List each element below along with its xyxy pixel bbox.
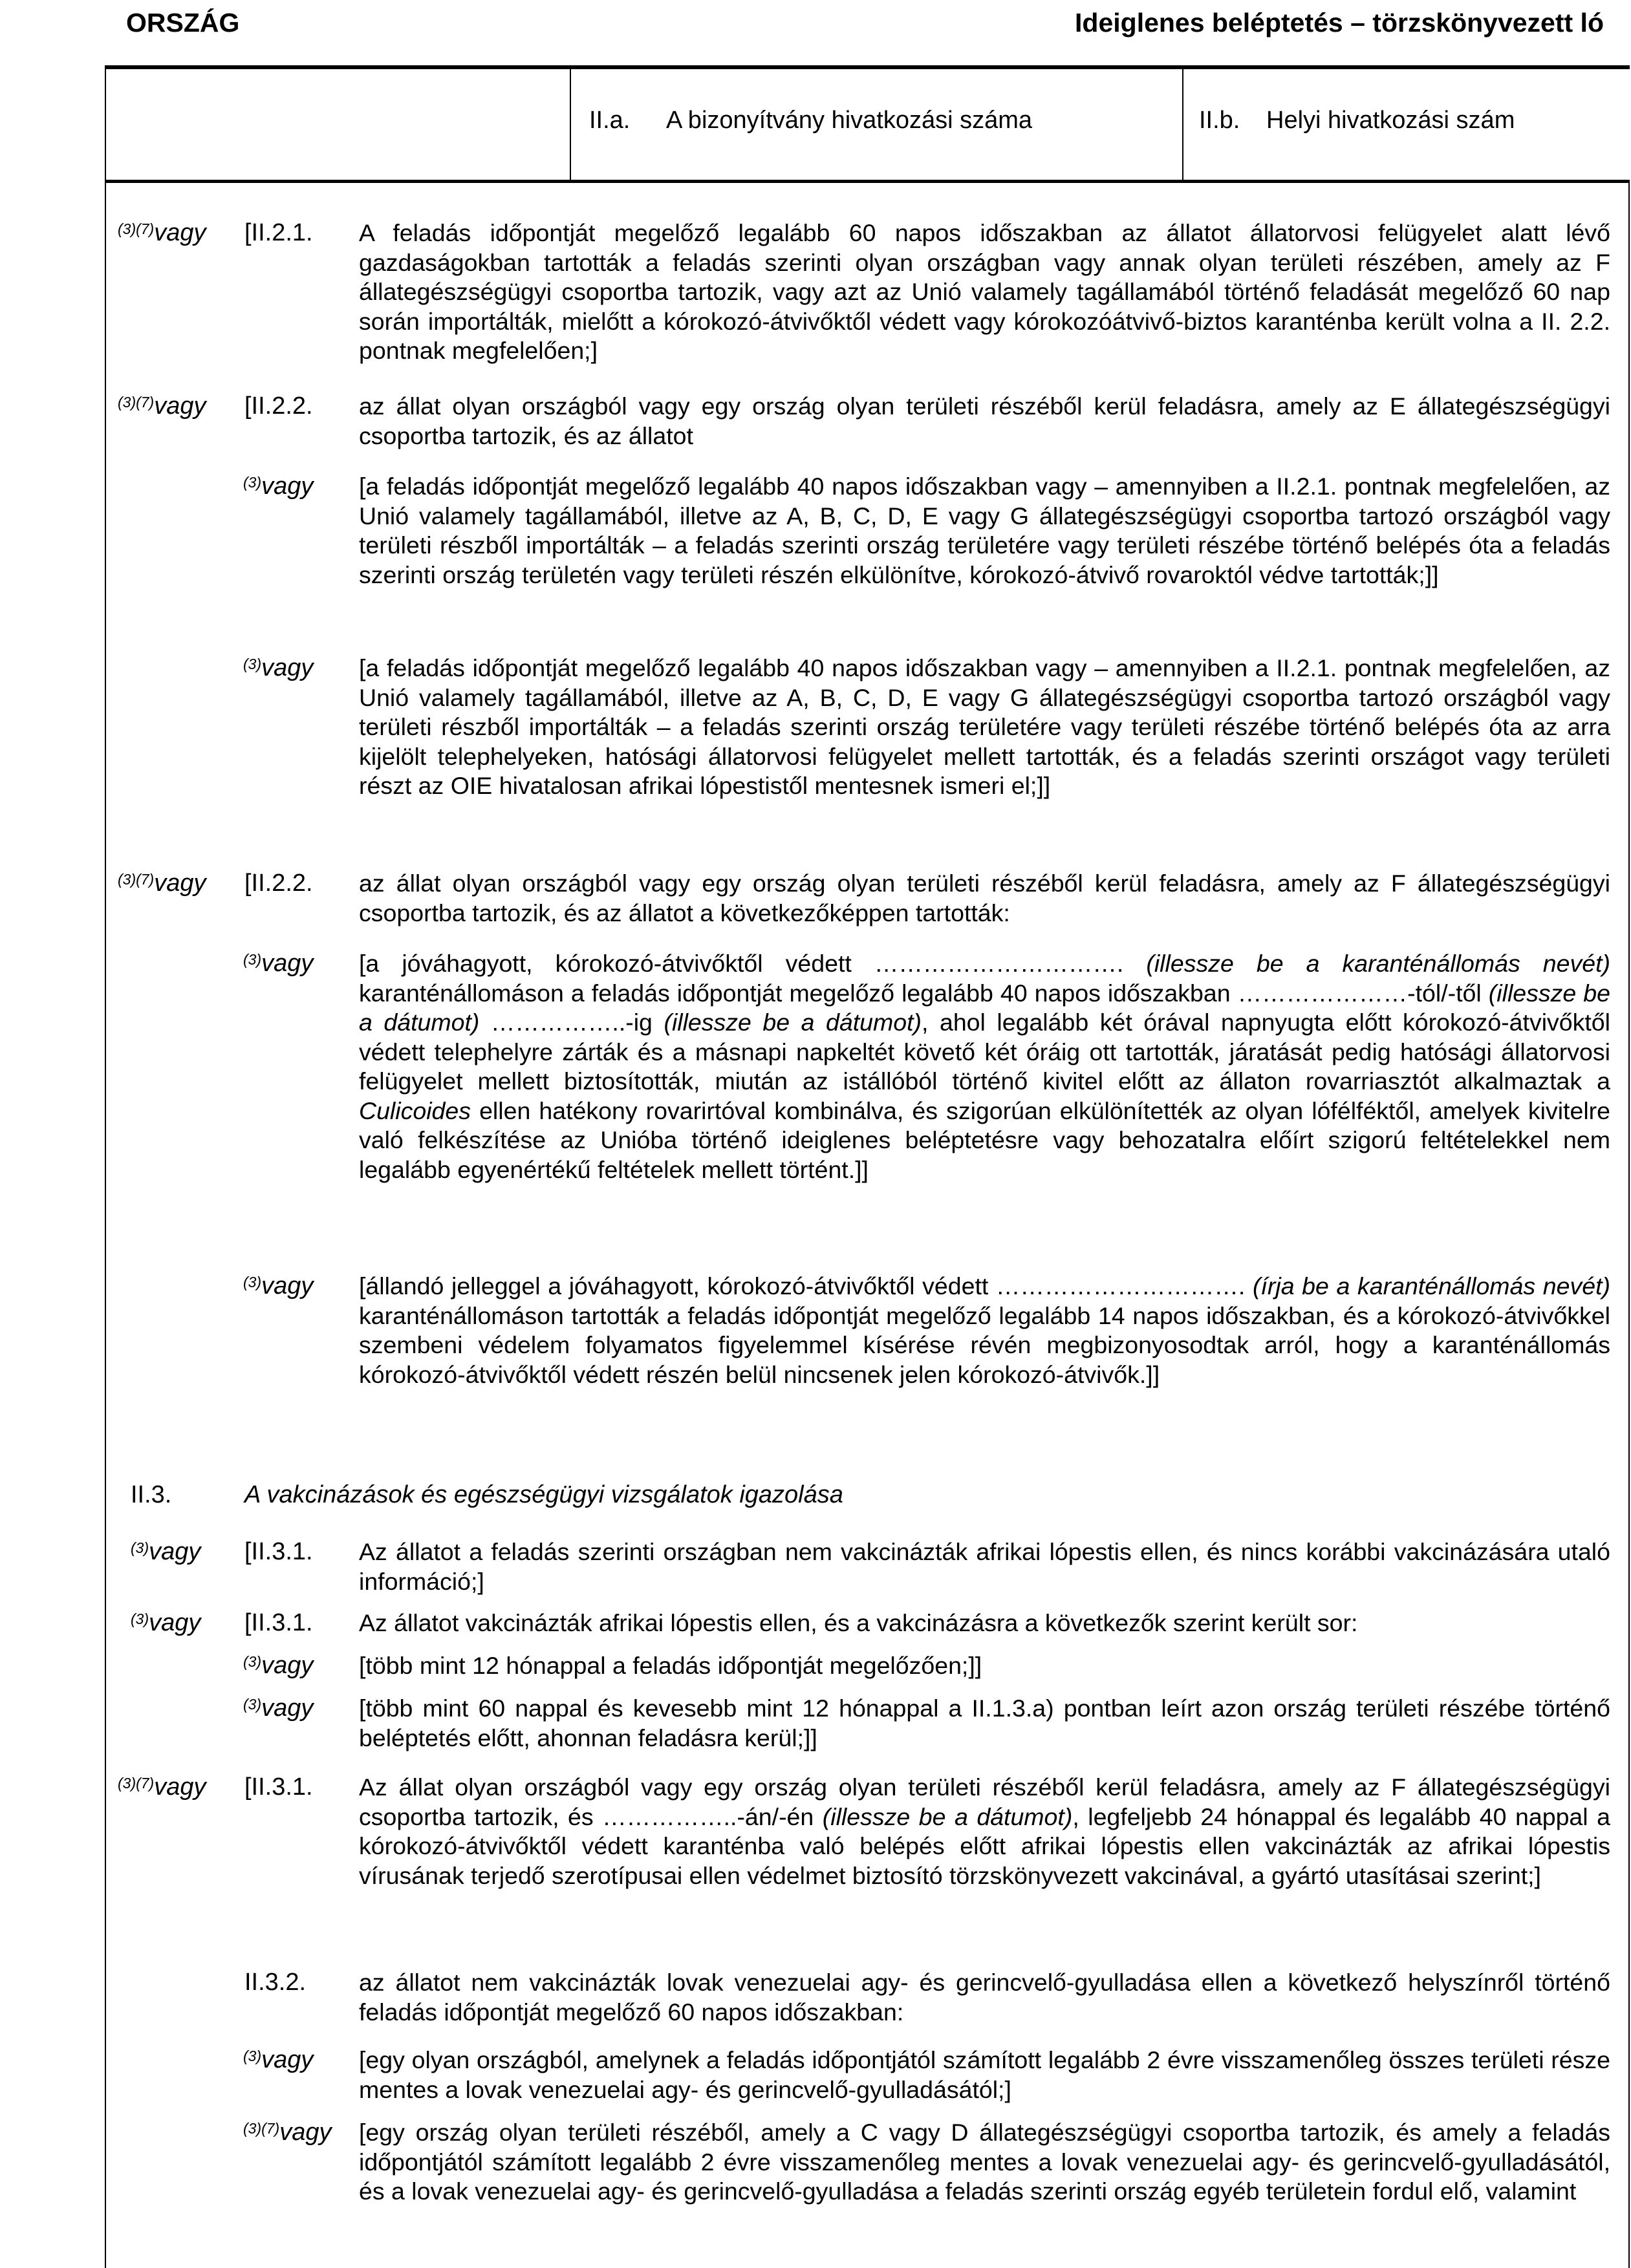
- alternative-marker: [243, 472, 313, 501]
- vagy-label: vagy: [261, 654, 314, 681]
- footnote-ref: (3): [243, 951, 262, 968]
- alternative-marker: [243, 2046, 313, 2075]
- alternative-marker: [243, 1651, 313, 1680]
- country-heading: ORSZÁG: [126, 8, 240, 37]
- footnote-ref: (3): [243, 1653, 262, 1670]
- clause-text: az állat olyan országból vagy egy ország olyan területi részéből kerül feladásra, amely az F állategészségügyi csoportba tartozik, és az állatot a következőképpen tartották:: [359, 870, 1610, 926]
- clause-text: [több mint 12 hónappal a feladás időpontját megelőzően;]]: [359, 1652, 982, 1679]
- footnote-ref: (3): [243, 2048, 262, 2064]
- clause-text: A feladás időpontját megelőző legalább 60 napos időszakban az állatot állatorvosi felügyelet alatt lévő gazdaságokban tartották a feladás szerinti olyan országban vagy annak olyan területi részében, amely az F állategészségügyi csoportba tartozik, vagy azt az Unió valamely tagállamából történő feladását megelőző 60 nap során importálták, mielőtt a kórokozó-átvivőktől védett vagy kórokozóátvivő-biztos karanténba került volna a II. 2.2. pontnak megfelelően;]: [359, 219, 1610, 364]
- alternative-marker: [118, 869, 206, 898]
- clause-text: Az állatot a feladás szerinti országban nem vakcinázták afrikai lópestis ellen, és nincs korábbi vakcinázására utaló információ;]: [359, 1538, 1610, 1595]
- point-code: [II.2.2.: [244, 870, 313, 897]
- footnote-ref: (3): [243, 474, 262, 491]
- clause-text: [egy ország olyan területi részéből, amely a C vagy D állategészségügyi csoportba tartozik, és amely a feladás időpontjától számított legalább 2 évre visszamenőleg mentes a lovak venezuelai agy- és gerincvelő-gyulladásától, és a lovak venezuelai agy- és gerincvelő-gyulladása a feladás szerinti ország egyéb területein fordul elő, valamint: [359, 2119, 1610, 2205]
- point-code: II.3.2.: [244, 1969, 307, 1996]
- clause-text: Az állatot vakcinázták afrikai lópestis ellen, és a vakcinázásra a következők szerint került sor:: [359, 1609, 1358, 1636]
- footnote-ref: (3): [131, 1539, 149, 1556]
- vagy-label: vagy: [279, 2119, 332, 2146]
- vagy-label: vagy: [261, 1652, 314, 1679]
- alternative-marker: [243, 654, 313, 683]
- clause-text: az állatot nem vakcinázták lovak venezuelai agy- és gerincvelő-gyulladása ellen a következő helyszínről történő feladás időpontját megelőző 60 napos időszakban:: [359, 1969, 1610, 2026]
- vagy-label: vagy: [154, 1773, 206, 1801]
- alternative-marker: [243, 1694, 313, 1723]
- cell-b-label: Helyi hivatkozási szám: [1266, 107, 1515, 134]
- vagy-label: vagy: [149, 1538, 201, 1565]
- ref-cell-empty: [105, 69, 571, 180]
- point-code: [II.3.1.: [244, 1538, 313, 1565]
- footnote-ref: (3)(7): [118, 871, 155, 888]
- alternative-marker: [118, 1773, 206, 1802]
- clause-text: [a feladás időpontját megelőző legalább 40 napos időszakban vagy – amennyiben a II.2.1. pontnak megfelelően, az Unió valamely tagállamából, illetve az A, B, C, D, E vagy G állategészségügyi csoportba tartozó országból vagy területi részből importálták – a feladás szerinti ország területére vagy területi részébe történő belépés óta a feladás szerinti ország területén vagy területi részén elkülönítve, kórokozó-átvivő rovaroktól védve tartották;]]: [359, 473, 1610, 588]
- footnote-ref: (3)(7): [118, 394, 155, 411]
- section-code: II.3.: [131, 1481, 172, 1508]
- alternative-marker: [131, 1537, 200, 1567]
- clause-text: [több mint 60 nappal és kevesebb mint 12 hónappal a II.1.3.a) pontban leírt azon ország területi részébe történő beléptetés előtt, ahonnan feladásra kerül;]]: [359, 1695, 1610, 1751]
- point-code: [II.3.1.: [244, 1773, 313, 1801]
- vagy-label: vagy: [149, 1609, 201, 1636]
- certificate-body: [105, 183, 1630, 2268]
- section-title: A vakcinázások és egészségügyi vizsgálatok igazolása: [244, 1481, 843, 1508]
- cell-a-label: A bizonyítvány hivatkozási száma: [666, 107, 1033, 134]
- document-title: Ideiglenes beléptetés – törzskönyvezett ló: [1075, 8, 1604, 37]
- ref-cell-local-number: [1182, 69, 1631, 180]
- alternative-marker: [243, 949, 313, 978]
- vagy-label: vagy: [261, 2046, 314, 2073]
- footnote-ref: (3)(7): [243, 2120, 280, 2137]
- alternative-marker: [243, 2118, 332, 2147]
- ref-cell-certificate-number: [570, 69, 1183, 180]
- footnote-ref: (3)(7): [118, 220, 155, 237]
- vagy-label: vagy: [261, 950, 314, 977]
- clause-text: [a jóváhagyott, kórokozó-átvivőktől védett …………………………. (illessze be a karanténállomás nevét) karanténállomáson a feladás időpontját megelőző legalább 40 napos időszakban …………………-tól/-től (illessze be a dátumot) ……………..-ig (illessze be a dátumot), ahol legalább két órával napnyugta előtt kórokozó-átvivőktől védett telephelyre zárták és a másnapi napkeltét követő két óráig ott tartották, járatását pedig hatósági állatorvosi felügyelet mellett biztosították, miután az istállóból történő kivitel előtt az állaton rovarriasztót alkalmaztak a Culicoides ellen hatékony rovarirtóval kombinálva, és szigorúan elkülönítették az olyan lófélféktől, amelyek kivitelre való felkészítése az Unióba történő ideiglenes beléptetésre vagy behozatalra előírt szigorú feltételekkel nem legalább egyenértékű feltételek mellett történt.]]: [359, 950, 1610, 1183]
- cell-a-code: II.a.: [589, 107, 631, 134]
- clause-text: [a feladás időpontját megelőző legalább 40 napos időszakban vagy – amennyiben a II.2.1. pontnak megfelelően, az Unió valamely tagállamából, illetve az A, B, C, D, E vagy G állategészségügyi csoportba tartozó országból vagy területi részből importálták – a feladás szerinti ország területére vagy területi részébe történő belépés óta az arra kijelölt telephelyeken, hatósági állatorvosi felügyelet mellett tartották, és a feladás szerinti országot vagy területi részt az OIE hivatalosan afrikai lópestistől mentesnek ismeri el;]]: [359, 654, 1610, 799]
- clause-text: [egy olyan országból, amelynek a feladás időpontjától számított legalább 2 évre visszamenőleg összes területi része mentes a lovak venezuelai agy- és gerincvelő-gyulladásától;]: [359, 2046, 1610, 2103]
- vagy-label: vagy: [154, 870, 206, 897]
- reference-table: [105, 65, 1630, 183]
- alternative-marker: [118, 392, 206, 421]
- footnote-ref: (3)(7): [118, 1775, 155, 1792]
- clause-text: Az állat olyan országból vagy egy ország olyan területi részéből kerül feladásra, amely az F állategészségügyi csoportba tartozik, és ……………..-án/-én (illessze be a dátumot), legfeljebb 24 hónappal és legalább 40 nappal a kórokozó-átvivőktől védett karanténba való belépés előtt afrikai lópestis ellen vakcinázták az afrikai lópestis vírusának terjedő szerotípusai ellen védelmet biztosító törzskönyvezett vakcinával, a gyártó utasításai szerint;]: [359, 1773, 1610, 1889]
- vagy-label: vagy: [154, 392, 206, 420]
- clause-text: [állandó jelleggel a jóváhagyott, kórokozó-átvivőktől védett …………………………. (írja be a karanténállomás nevét) karanténállomáson tartották a feladás időpontját megelőző legalább 14 napos időszakban, és a kórokozó-átvivőkkel szembeni védelem folyamatos figyelemmel kísérése révén megbizonyosodtak arról, hogy a karanténállomás kórokozó-átvivőktől védett részén belül nincsenek jelen kórokozó-átvivők.]]: [359, 1272, 1610, 1388]
- footnote-ref: (3): [243, 656, 262, 672]
- vagy-label: vagy: [154, 219, 206, 246]
- vagy-label: vagy: [261, 473, 314, 500]
- point-code: [II.3.1.: [244, 1609, 313, 1636]
- vagy-label: vagy: [261, 1272, 314, 1300]
- alternative-marker: [131, 1609, 200, 1638]
- point-code: [II.2.1.: [244, 219, 313, 246]
- clause-text: az állat olyan országból vagy egy ország olyan területi részéből kerül feladásra, amely az E állategészségügyi csoportba tartozik, és az állatot: [359, 392, 1610, 449]
- alternative-marker: [243, 1272, 313, 1301]
- footnote-ref: (3): [131, 1610, 149, 1627]
- footnote-ref: (3): [243, 1696, 262, 1713]
- footnote-ref: (3): [243, 1274, 262, 1290]
- point-code: [II.2.2.: [244, 392, 313, 420]
- alternative-marker: [118, 219, 206, 248]
- vagy-label: vagy: [261, 1695, 314, 1722]
- cell-b-code: II.b.: [1199, 107, 1240, 134]
